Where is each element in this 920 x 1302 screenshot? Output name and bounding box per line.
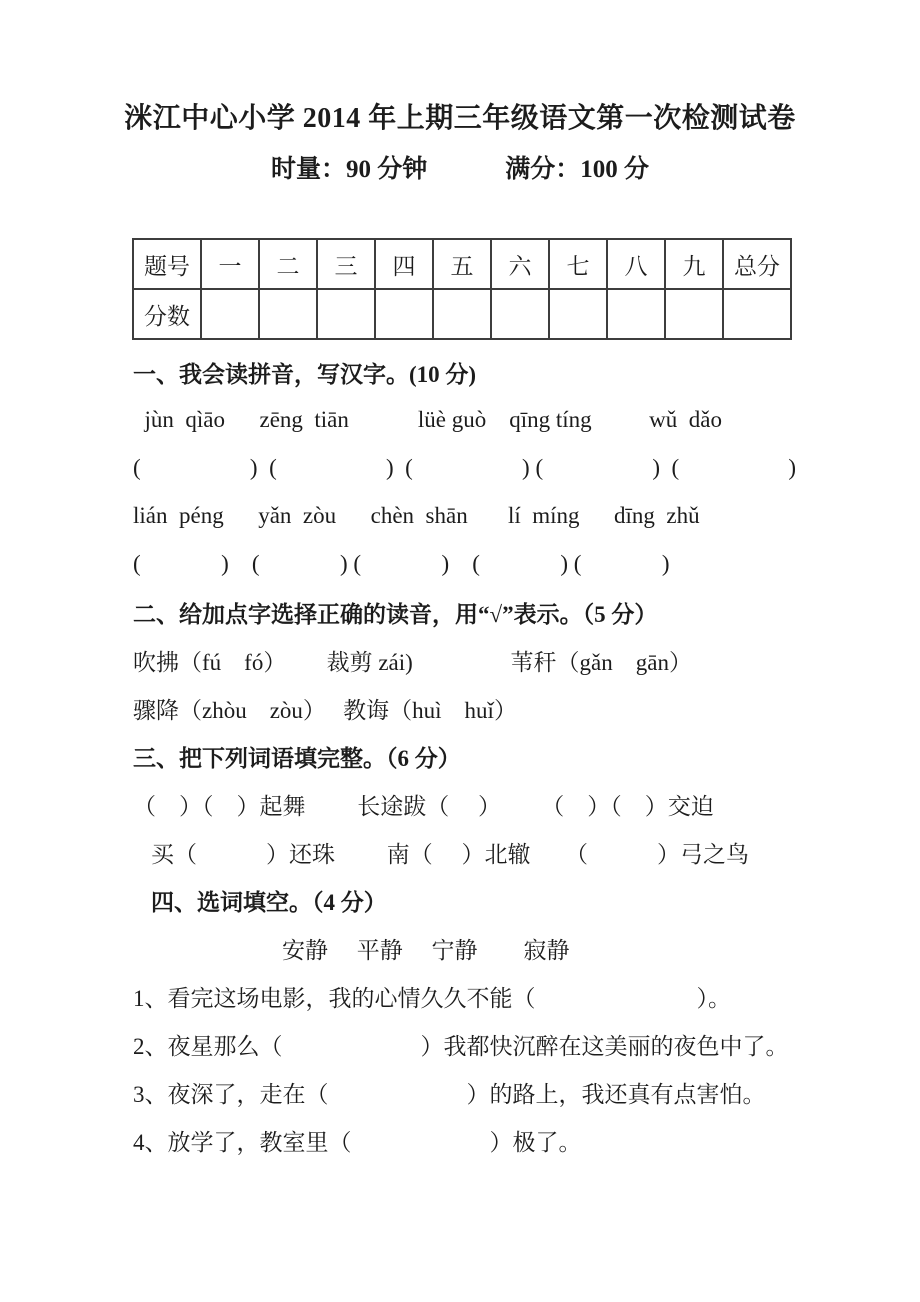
score-cell-empty (665, 289, 723, 339)
section1-answer-blanks-line-2: ( ) ( ) ( ) ( ) ( ) (133, 551, 670, 576)
paper-meta (0, 152, 920, 188)
score-cell-empty (375, 289, 433, 339)
full-score-label: 满分：100 分 (505, 156, 650, 183)
score-table-header-cell: 六 (491, 239, 549, 289)
section1-answer-blanks-line-1: ( ) ( ) ( ) ( ) ( ) (133, 455, 797, 480)
section1-pinyin-line-1: jùn qìāo zēng tiān lüè guò qīng tíng wǔ dǎo (133, 407, 722, 432)
score-cell-empty (259, 289, 317, 339)
score-table-header-cell: 九 (665, 239, 723, 289)
section2-heading: 二、给加点字选择正确的读音，用“√”表示。（5 分） (133, 601, 658, 627)
score-cell-empty (201, 289, 259, 339)
section4-sentence-1: 1、看完这场电影，我的心情久久不能（ ）。 (133, 985, 731, 1011)
score-table (132, 238, 792, 340)
score-cell-empty (433, 289, 491, 339)
paper-body (133, 348, 820, 1164)
section4-word-bank: 安静 平静 宁静 寂静 (282, 937, 570, 963)
section4-sentence-4: 4、放学了，教室里（ ）极了。 (133, 1129, 582, 1155)
score-table-header-cell: 八 (607, 239, 665, 289)
score-table-score-row (133, 289, 791, 339)
section3-item-line-1: （ ）（ ）起舞 长途跋（ ） （ ）（ ）交迫 (133, 793, 714, 819)
score-cell-empty (549, 289, 607, 339)
score-table-header-cell: 七 (549, 239, 607, 289)
duration-label: 时量：90 分钟 (270, 156, 428, 183)
score-table-header-cell: 五 (433, 239, 491, 289)
section2-item-line-2: 骤降（zhòu zòu） 教诲（huì huǐ） (133, 697, 517, 723)
paper-header (0, 0, 920, 188)
score-cell-empty (491, 289, 549, 339)
section4-heading: 四、选词填空。（4 分） (151, 889, 387, 915)
section1-heading: 一、我会读拼音，写汉字。(10 分) (133, 361, 477, 387)
section3-heading: 三、把下列词语填完整。（6 分） (133, 745, 461, 771)
score-table-header-cell: 四 (375, 239, 433, 289)
score-table-header-cell: 题号 (133, 239, 201, 289)
score-table-header-cell: 二 (259, 239, 317, 289)
section1-pinyin-line-2: lián péng yǎn zòu chèn shān lí míng dīng zhǔ (133, 503, 700, 528)
score-table-header-cell: 三 (317, 239, 375, 289)
score-cell-empty (317, 289, 375, 339)
score-cell-empty (607, 289, 665, 339)
section4-sentence-2: 2、夜星那么（ ）我都快沉醉在这美丽的夜色中了。 (133, 1033, 789, 1059)
score-cell-empty (723, 289, 791, 339)
score-table-header-row (133, 239, 791, 289)
section3-item-line-2: 买（ ）还珠 南（ ）北辙 （ ）弓之鸟 (151, 841, 749, 867)
section4-sentence-3: 3、夜深了，走在（ ）的路上，我还真有点害怕。 (133, 1081, 766, 1107)
score-table-header-cell: 一 (201, 239, 259, 289)
paper-title: 洣江中心小学 2014 年上期三年级语文第一次检测试卷 (124, 103, 796, 134)
score-row-label: 分数 (133, 289, 201, 339)
score-table-header-cell: 总分 (723, 239, 791, 289)
section2-item-line-1: 吹拂（fú fó） 裁剪 zái) 苇秆（gǎn gān） (133, 649, 692, 675)
